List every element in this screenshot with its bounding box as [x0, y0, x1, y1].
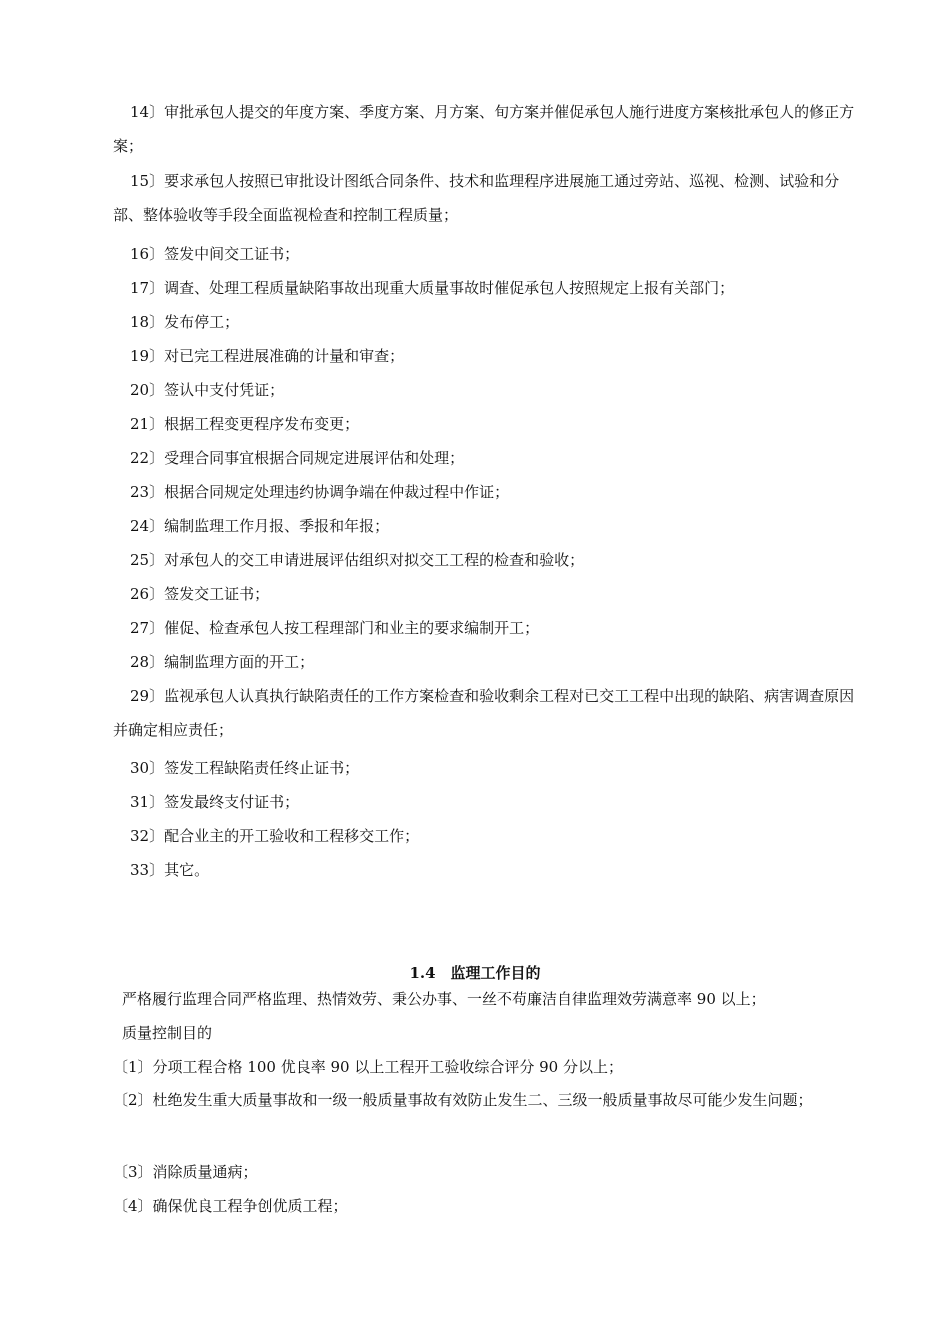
- section-heading: 1.4 监理工作目的: [409, 964, 541, 982]
- duty-item-32: 32〕配合业主的开工验收和工程移交工作；: [130, 827, 420, 845]
- quality-item-1: 〔1〕分项工程合格 100 优良率 90 以上工程开工验收综合评分 90 分以上；: [113, 1058, 623, 1076]
- quality-item-4: 〔4〕确保优良工程争创优质工程；: [113, 1197, 348, 1215]
- duty-item-30: 30〕签发工程缺陷责任终止证书；: [130, 759, 360, 777]
- duty-item-26: 26〕签发交工证书；: [130, 585, 270, 603]
- duty-item-18: 18〕发布停工；: [130, 313, 240, 331]
- duty-item-33: 33〕其它。: [130, 861, 210, 879]
- duty-item-19: 19〕对已完工程进展准确的计量和审查；: [130, 347, 405, 365]
- objective-intro: 严格履行监理合同严格监理、热情效劳、秉公办事、一丝不苟廉洁自律监理效劳满意率 90 以上；: [122, 990, 766, 1008]
- duty-item-14: 14〕审批承包人提交的年度方案、季度方案、月方案、旬方案并催促承包人施行进度方案核批承包人的修正方案；: [113, 103, 855, 155]
- duty-item-17: 17〕调查、处理工程质量缺陷事故出现重大质量事故时催促承包人按照规定上报有关部门；: [130, 279, 735, 297]
- quality-item-2: 〔2〕杜绝发生重大质量事故和一级一般质量事故有效防止发生二、三级一般质量事故尽可能少发生问题；: [113, 1091, 813, 1109]
- duty-item-25: 25〕对承包人的交工申请进展评估组织对拟交工工程的检查和验收；: [130, 551, 585, 569]
- duty-item-27: 27〕催促、检查承包人按工程理部门和业主的要求编制开工；: [130, 619, 540, 637]
- quality-control-subtitle: 质量控制目的: [122, 1024, 213, 1042]
- duty-item-28: 28〕编制监理方面的开工；: [130, 653, 315, 671]
- duty-item-16: 16〕签发中间交工证书；: [130, 245, 300, 263]
- duty-item-20: 20〕签认中支付凭证；: [130, 381, 285, 399]
- duty-item-15: 15〕要求承包人按照已审批设计图纸合同条件、技术和监理程序进展施工通过旁站、巡视、检测、试验和分部、整体验收等手段全面监视检查和控制工程质量；: [113, 172, 840, 224]
- duty-item-21: 21〕根据工程变更程序发布变更；: [130, 415, 360, 433]
- duty-item-24: 24〕编制监理工作月报、季报和年报；: [130, 517, 390, 535]
- quality-item-3: 〔3〕消除质量通病；: [113, 1163, 258, 1181]
- duty-item-29: 29〕监视承包人认真执行缺陷责任的工作方案检查和验收剩余工程对已交工工程中出现的缺陷、病害调查原因并确定相应责任；: [113, 687, 855, 739]
- duty-item-22: 22〕受理合同事宜根据合同规定进展评估和处理；: [130, 449, 465, 467]
- duty-item-23: 23〕根据合同规定处理违约协调争端在仲裁过程中作证；: [130, 483, 510, 501]
- duty-item-31: 31〕签发最终支付证书；: [130, 793, 300, 811]
